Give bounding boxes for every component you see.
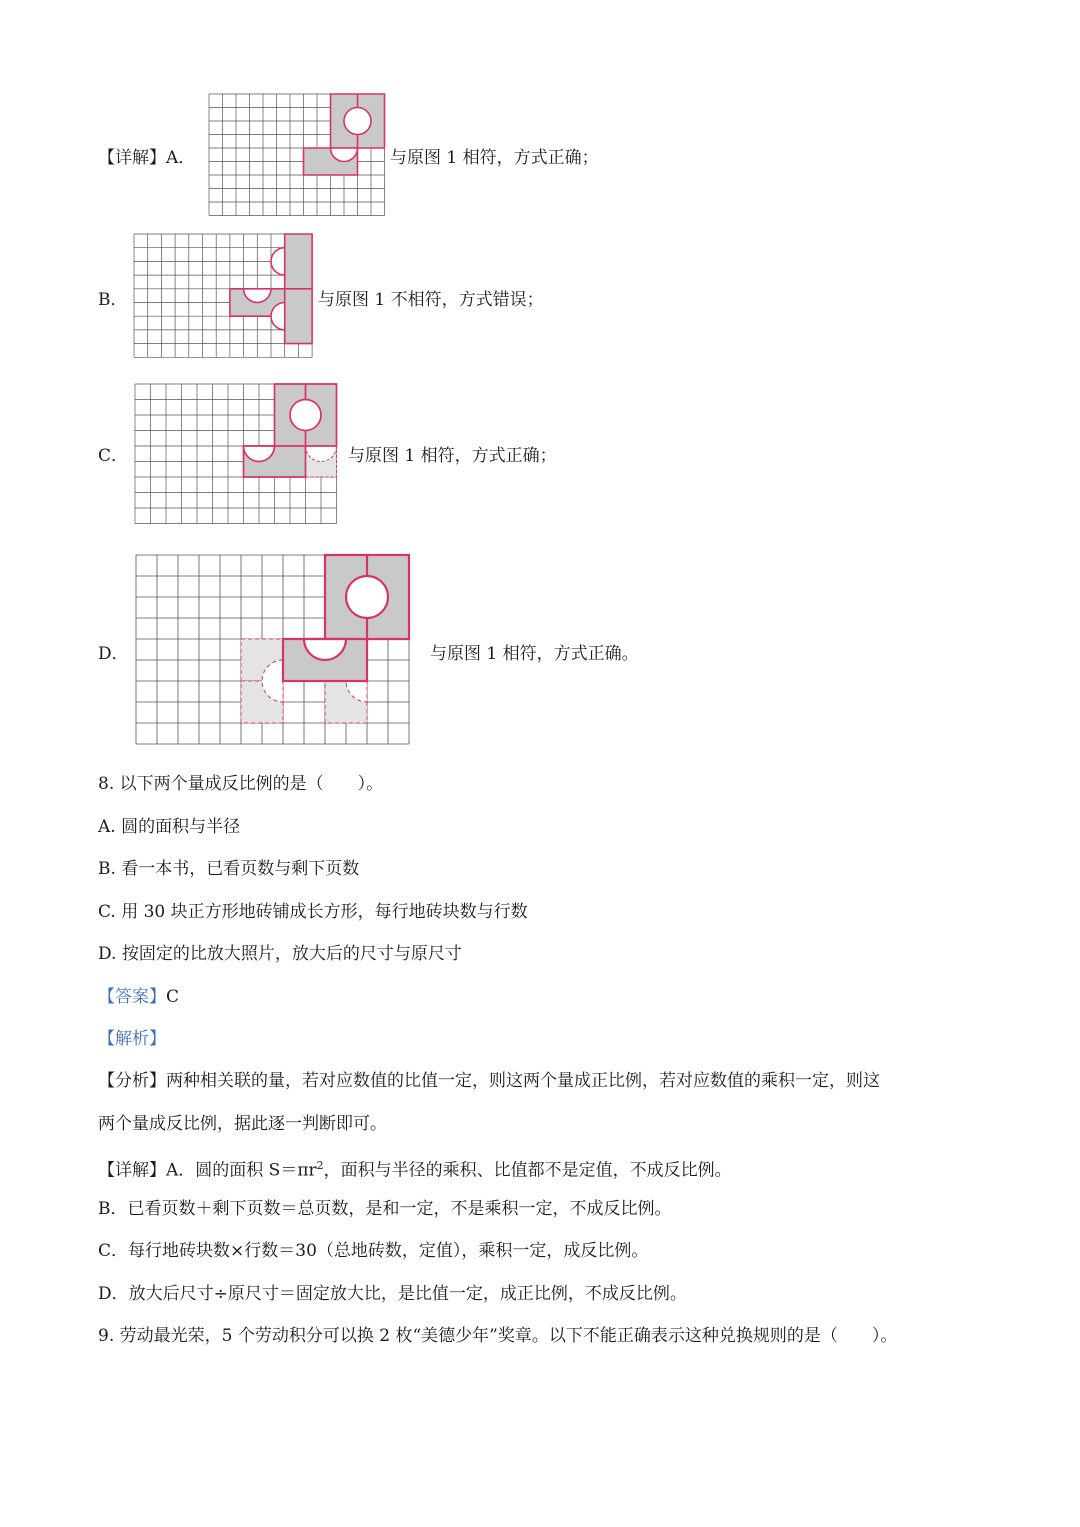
detail-d: D．放大后尺寸÷原尺寸＝固定放大比，是比值一定，成正比例，不成反比例。 <box>98 1284 687 1304</box>
detail-label-a: 【详解】A． <box>98 148 196 168</box>
q8-answer <box>98 985 179 1009</box>
figure-b-caption: 与原图 1 不相符，方式错误； <box>318 290 544 310</box>
figure-d-caption: 与原图 1 相符，方式正确。 <box>430 644 639 664</box>
circle-cutout <box>290 400 321 431</box>
grid-figure-b <box>134 234 312 357</box>
grid-figure-a <box>209 94 385 216</box>
fenxi-line-2: 两个量成反比例，据此逐一判断即可。 <box>98 1114 387 1134</box>
detail-c: C．每行地砖块数×行数＝30（总地砖数，定值），乘积一定，成反比例。 <box>98 1241 649 1261</box>
grid-figure-d <box>136 555 410 745</box>
q8-option-b: B. 看一本书，已看页数与剩下页数 <box>98 859 360 879</box>
q8-option-d: D. 按固定的比放大照片，放大后的尺寸与原尺寸 <box>98 944 462 964</box>
circle-cutout <box>344 108 371 135</box>
detail-label-c: C． <box>98 446 129 466</box>
circle-cutout <box>346 576 388 618</box>
analysis-label: 【解析】 <box>98 1029 166 1049</box>
detail-b: B．已看页数＋剩下页数＝总页数，是和一定，不是乘积一定，不成反比例。 <box>98 1199 672 1219</box>
q8-stem: 8. 以下两个量成反比例的是（ ）。 <box>98 774 384 794</box>
q8-option-c: C. 用 30 块正方形地砖铺成长方形，每行地砖块数与行数 <box>98 902 528 922</box>
detail-a-post: ，面积与半径的乘积、比值都不是定值，不成反比例。 <box>323 1160 732 1181</box>
fenxi-line-1: 【分析】两种相关联的量，若对应数值的比值一定，则这两个量成正比例，若对应数值的乘积一定，则这 <box>98 1071 880 1091</box>
detail-a <box>98 1154 732 1183</box>
detail-label-d: D． <box>98 644 129 664</box>
answer-label: 【答案】 <box>98 987 166 1007</box>
semicircle-cutout <box>271 248 285 275</box>
detail-a-pre: 【详解】A．圆的面积 S＝πr <box>98 1160 317 1181</box>
detail-a-sup: 2 <box>316 1159 324 1172</box>
grid-figure-c <box>135 384 337 523</box>
q8-option-a: A. 圆的面积与半径 <box>98 817 241 837</box>
figure-a-caption: 与原图 1 相符，方式正确； <box>390 148 599 168</box>
figure-c-caption: 与原图 1 相符，方式正确； <box>348 446 557 466</box>
detail-label-b: B． <box>98 290 128 310</box>
answer-value: C <box>166 987 180 1007</box>
q9-stem: 9. 劳动最光荣，5 个劳动积分可以换 2 枚“美德少年”奖章。以下不能正确表示这种兑换规则的是（ ）。 <box>98 1326 898 1346</box>
